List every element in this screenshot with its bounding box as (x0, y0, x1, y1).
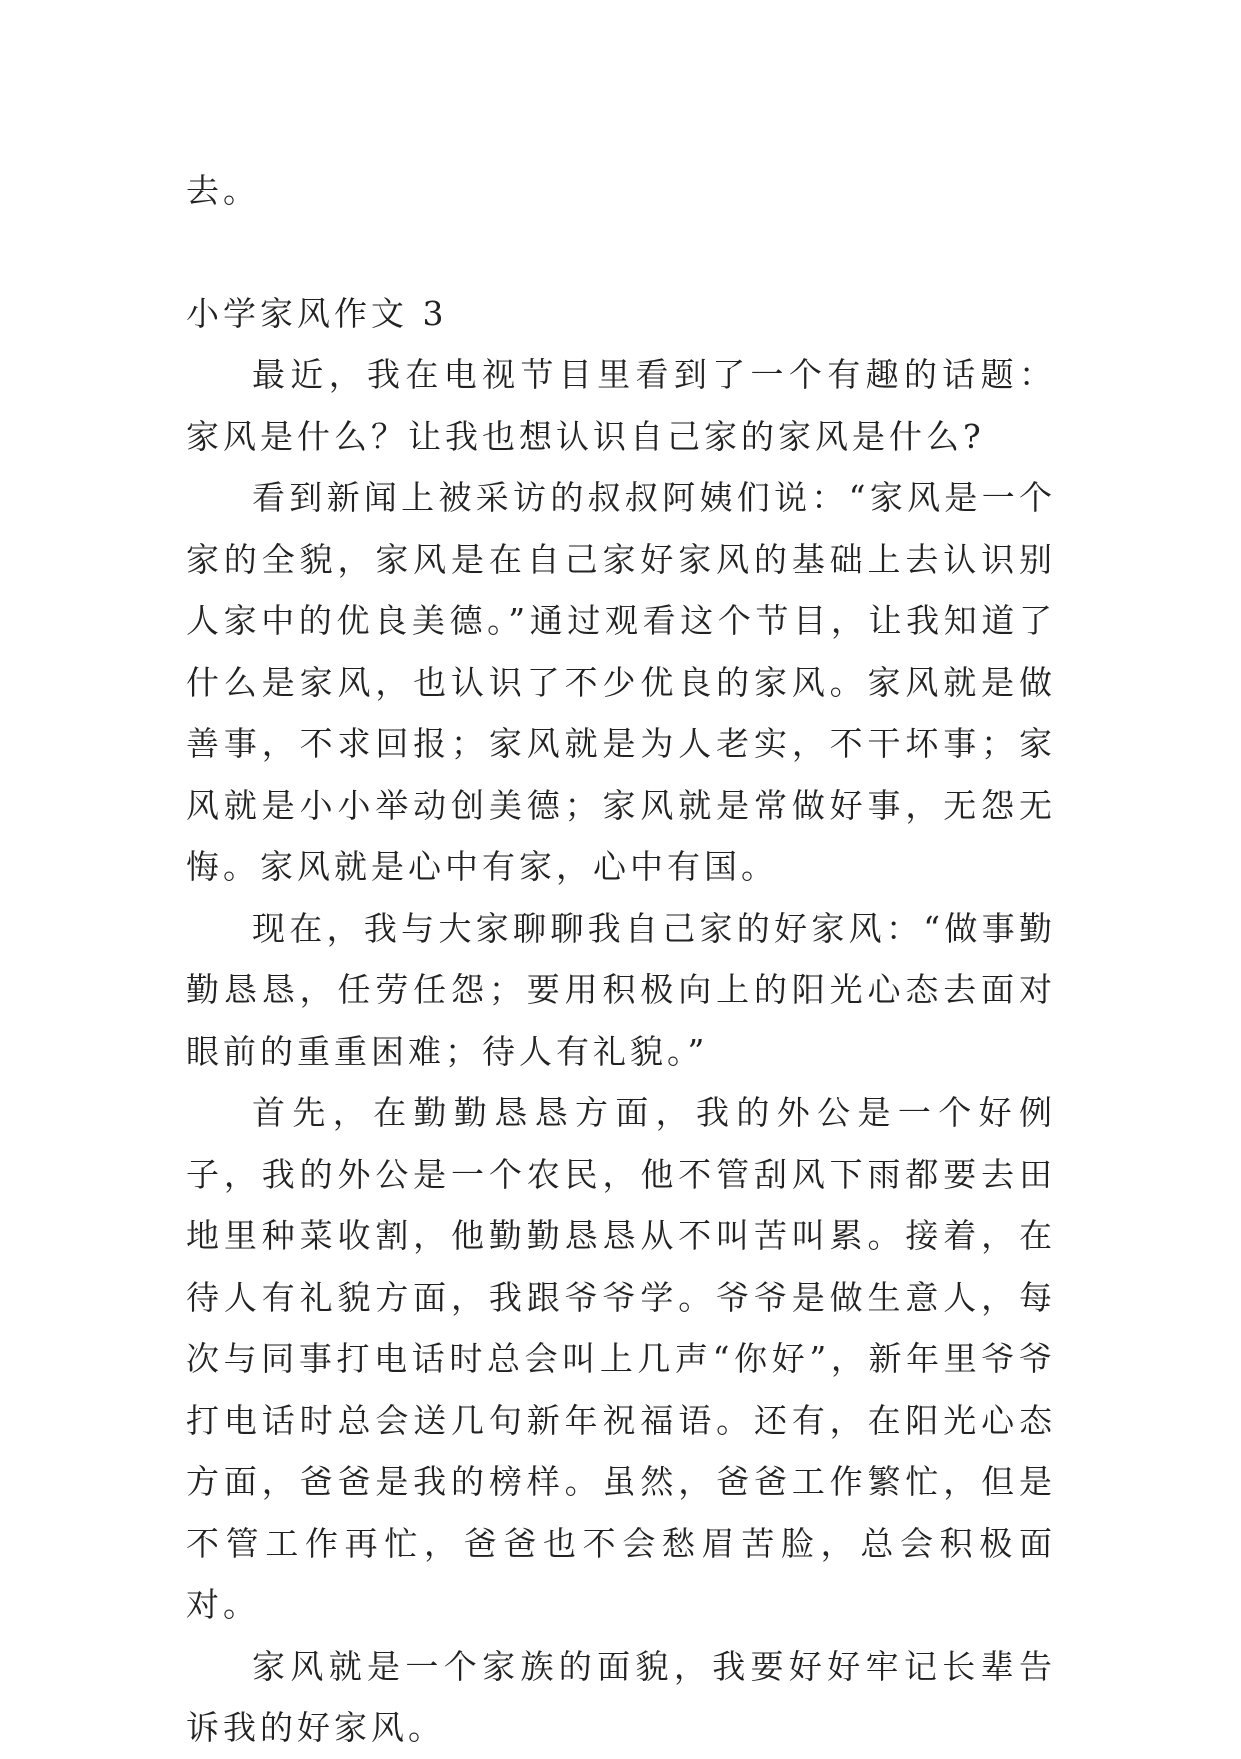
essay-heading: 小学家风作文 3 (186, 293, 448, 333)
paragraph-2: 看到新闻上被采访的叔叔阿姨们说：“家风是一个家的全貌，家风是在自己家好家风的基础上去认识别人家中的优良美德。”通过观看这个节目，让我知道了什么是家风，也认识了不少优良的家风。家风就是做善事，不求回报；家风就是为人老实，不干坏事；家风就是小小举动创美德；家风就是常做好事，无怨无悔。家风就是心中有家，心中有国。 (186, 478, 1056, 886)
document-body (186, 160, 1056, 1759)
paragraph-5: 家风就是一个家族的面貌，我要好好牢记长辈告诉我的好家风。 (186, 1646, 1056, 1747)
carryover-text: 去。 (186, 171, 260, 210)
paragraph-3: 现在，我与大家聊聊我自己家的好家风：“做事勤勤恳恳，任劳任怨；要用积极向上的阳光心态去面对眼前的重重困难；待人有礼貌。” (186, 908, 1056, 1071)
paragraph-4: 首先，在勤勤恳恳方面，我的外公是一个好例子，我的外公是一个农民，他不管刮风下雨都要去田地里种菜收割，他勤勤恳恳从不叫苦叫累。接着，在待人有礼貌方面，我跟爷爷学。爷爷是做生意人，每次与同事打电话时总会叫上几声“你好”，新年里爷爷打电话时总会送几句新年祝福语。还有，在阳光心态方面，爸爸是我的榜样。虽然，爸爸工作繁忙，但是不管工作再忙，爸爸也不会愁眉苦脸，总会积极面对。 (186, 1093, 1056, 1624)
paragraph-1: 最近，我在电视节目里看到了一个有趣的话题：家风是什么？让我也想认识自己家的家风是什么? (186, 355, 1056, 456)
